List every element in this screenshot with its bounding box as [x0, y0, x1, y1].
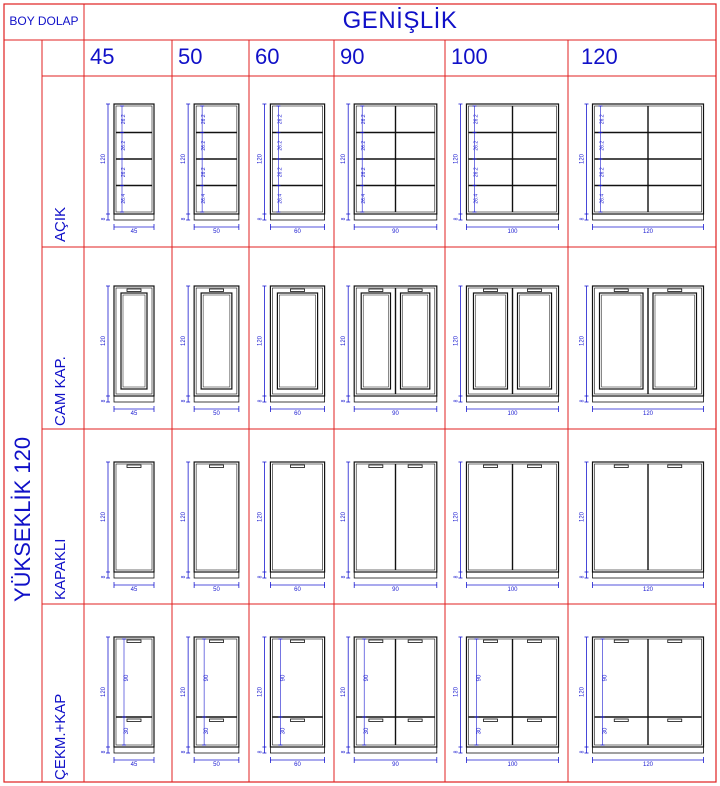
dim-lower-label: 30: [364, 727, 371, 735]
dim-plinth-label: 8: [181, 399, 188, 403]
door-handle: [369, 465, 383, 468]
dim-width-label: 90: [392, 411, 399, 417]
dim-width-label: 45: [130, 229, 138, 235]
door-handle: [668, 289, 682, 292]
cabinet-plinth: [466, 214, 558, 220]
door-handle: [291, 289, 305, 292]
dim-height-label: 120: [257, 511, 264, 523]
cabinet-drawer-100: [453, 637, 558, 768]
cabinet-plinth: [114, 572, 154, 578]
cabinet-plinth: [593, 396, 704, 402]
dim-shelf-label: 26.2: [277, 140, 284, 151]
dim-plinth-label: 8: [101, 575, 107, 579]
dim-height-label: 120: [257, 153, 264, 165]
dim-plinth-label: 8: [341, 575, 348, 579]
door-handle: [291, 465, 305, 468]
dim-plinth-label: 8: [181, 750, 188, 754]
dim-shelf-label: 26.2: [599, 114, 606, 125]
dim-plinth-label: 8: [101, 399, 107, 403]
dim-shelf-label: 26.2: [121, 114, 127, 125]
glass-panel-inner: [363, 295, 388, 387]
width-label-45: 45: [90, 44, 115, 69]
cabinet-drawer-120: [580, 637, 704, 768]
cabinet-inner: [272, 464, 322, 570]
door-handle: [668, 640, 682, 643]
width-label-60: 60: [255, 44, 280, 69]
cabinet-glass-120: [580, 286, 704, 417]
door-handle: [528, 640, 542, 643]
dim-plinth-label: 8: [453, 750, 460, 754]
dim-height-label: 120: [579, 511, 586, 523]
dim-plinth-label: 8: [453, 217, 460, 221]
door-handle: [127, 289, 141, 292]
drawer-handle: [408, 719, 422, 722]
dim-plinth-label: 8: [181, 217, 188, 221]
door-handle: [210, 465, 224, 468]
cabinet-plinth: [194, 396, 239, 402]
drawer-handle: [668, 719, 682, 722]
cabinet-plinth: [270, 747, 324, 753]
cabinet-plinth: [114, 396, 154, 402]
dim-width-label: 45: [130, 587, 138, 593]
cabinet-inner: [196, 464, 237, 570]
cabinet-plinth: [194, 747, 239, 753]
door-handle: [127, 465, 141, 468]
dim-shelf-label: 26.2: [361, 114, 368, 125]
cabinet-drawer-45: [101, 637, 154, 768]
cabinet-plinth: [593, 572, 704, 578]
dim-lower-label: 30: [476, 727, 483, 735]
dim-shelf-label: 26.2: [473, 114, 480, 125]
door-handle: [483, 289, 497, 292]
dim-width-label: 90: [392, 762, 399, 768]
dim-width-label: 45: [130, 762, 138, 768]
door-handle: [614, 289, 628, 292]
dim-width-label: 60: [294, 411, 301, 417]
row-label-glass: CAM KAP.: [52, 356, 69, 426]
glass-panel: [653, 293, 697, 389]
door-handle: [483, 640, 497, 643]
dim-plinth-label: 8: [181, 575, 188, 579]
dim-shelf-label: 26.2: [277, 167, 284, 178]
glass-panel: [401, 293, 430, 389]
drawer-handle: [528, 719, 542, 722]
cabinet-open-90: [341, 104, 437, 235]
dim-plinth-label: 8: [579, 217, 586, 221]
cabinet-body: [270, 637, 324, 747]
door-handle: [483, 465, 497, 468]
dim-width-label: 60: [294, 762, 301, 768]
dim-plinth-label: 8: [579, 575, 586, 579]
row-label-door: KAPAKLI: [52, 538, 69, 600]
dim-plinth-label: 8: [579, 750, 586, 754]
dim-shelf-label: 26.2: [361, 140, 368, 151]
dim-height-label: 120: [579, 686, 586, 698]
cabinet-inner: [272, 288, 322, 394]
dim-shelf-label: 26.2: [201, 167, 208, 178]
glass-panel-inner: [203, 295, 230, 387]
dim-height-label: 120: [579, 335, 586, 347]
dim-width-label: 50: [213, 587, 220, 593]
width-label-90: 90: [340, 44, 365, 69]
cabinet-door-50: [181, 462, 239, 593]
cabinet-door-60: [257, 462, 324, 593]
glass-panel: [473, 293, 507, 389]
glass-panel: [361, 293, 390, 389]
cabinet-open-120: [580, 104, 704, 235]
cabinet-plinth: [354, 396, 437, 402]
dim-plinth-label: 8: [453, 575, 460, 579]
cabinet-inner: [196, 639, 237, 745]
dim-width-label: 100: [507, 587, 518, 593]
cabinet-glass-90: [341, 286, 437, 417]
dim-width-label: 45: [130, 411, 138, 417]
cabinet-plinth: [593, 747, 704, 753]
cabinet-plinth: [270, 396, 324, 402]
dim-height-label: 120: [101, 335, 107, 347]
dim-width-label: 100: [507, 229, 518, 235]
dim-shelf-label: 26.4: [201, 193, 208, 204]
dim-plinth-label: 8: [101, 750, 107, 754]
dim-shelf-label: 26.4: [361, 193, 368, 204]
door-handle: [291, 640, 305, 643]
cabinet-body: [114, 637, 154, 747]
dim-lower-label: 30: [204, 727, 211, 735]
cabinet-body: [270, 462, 324, 572]
cabinet-plinth: [114, 747, 154, 753]
dim-height-label: 120: [579, 153, 586, 165]
dim-plinth-label: 8: [453, 399, 460, 403]
grid-frame: [4, 4, 716, 782]
dim-width-label: 60: [294, 587, 301, 593]
door-handle: [408, 465, 422, 468]
dim-plinth-label: 8: [257, 750, 264, 754]
door-handle: [369, 640, 383, 643]
cabinet-plinth: [354, 572, 437, 578]
door-handle: [369, 289, 383, 292]
width-label-50: 50: [178, 44, 203, 69]
width-label-100: 100: [451, 44, 488, 69]
cabinet-drawer-60: [257, 637, 324, 768]
cabinet-inner: [196, 288, 237, 394]
dim-shelf-label: 26.4: [473, 193, 480, 204]
cabinet-plinth: [354, 214, 437, 220]
door-handle: [210, 640, 224, 643]
cabinet-plinth: [466, 747, 558, 753]
drawer-handle: [614, 719, 628, 722]
dim-width-label: 90: [392, 229, 399, 235]
dim-width-label: 50: [213, 229, 220, 235]
door-handle: [408, 640, 422, 643]
cabinet-open-100: [453, 104, 558, 235]
row-label-open: AÇIK: [52, 206, 69, 242]
glass-panel: [201, 293, 232, 389]
glass-panel-inner: [655, 295, 695, 387]
door-handle: [127, 640, 141, 643]
cabinet-plinth: [466, 572, 558, 578]
dim-shelf-label: 26.2: [473, 140, 480, 151]
drawer-handle: [210, 719, 224, 722]
glass-panel: [277, 293, 317, 389]
dim-plinth-label: 8: [579, 399, 586, 403]
dim-height-label: 120: [101, 511, 107, 523]
dim-width-label: 50: [213, 762, 220, 768]
dim-height-label: 120: [181, 686, 188, 698]
dim-height-label: 120: [101, 686, 107, 698]
dim-upper-label: 90: [476, 674, 483, 682]
cabinet-drawer-50: [181, 637, 239, 768]
dim-shelf-label: 26.2: [277, 114, 284, 125]
cabinet-door-45: [101, 462, 154, 593]
cabinet-inner: [116, 464, 152, 570]
cabinet-body: [270, 286, 324, 396]
dim-shelf-label: 26.4: [599, 193, 606, 204]
dim-width-label: 100: [507, 762, 518, 768]
glass-panel: [600, 293, 644, 389]
drawer-handle: [483, 719, 497, 722]
cabinet-open-45: [101, 104, 154, 235]
cabinet-body: [194, 637, 239, 747]
dim-shelf-label: 26.2: [361, 167, 368, 178]
dim-height-label: 120: [257, 335, 264, 347]
dim-shelf-label: 26.2: [599, 140, 606, 151]
dim-height-label: 120: [341, 511, 348, 523]
dim-height-label: 120: [181, 511, 188, 523]
dim-plinth-label: 8: [341, 750, 348, 754]
cabinet-drawer-90: [341, 637, 437, 768]
cabinet-body: [194, 462, 239, 572]
cabinet-glass-50: [181, 286, 239, 417]
dim-height-label: 120: [453, 335, 460, 347]
door-handle: [614, 465, 628, 468]
door-handle: [408, 289, 422, 292]
cabinet-plinth: [194, 214, 239, 220]
dim-plinth-label: 8: [341, 399, 348, 403]
dim-plinth-label: 8: [341, 217, 348, 221]
cabinet-door-90: [341, 462, 437, 593]
dim-height-label: 120: [453, 511, 460, 523]
glass-panel: [121, 293, 147, 389]
dim-height-label: 120: [453, 686, 460, 698]
dim-width-label: 120: [642, 762, 654, 768]
dim-height-label: 120: [341, 335, 348, 347]
dim-shelf-label: 26.2: [599, 167, 606, 178]
cabinet-inner: [116, 639, 152, 745]
width-title: GENİŞLİK: [342, 7, 458, 34]
cabinet-plinth: [270, 572, 324, 578]
dim-lower-label: 30: [280, 727, 287, 735]
width-label-120: 120: [581, 44, 618, 69]
drawer-handle: [369, 719, 383, 722]
dim-upper-label: 90: [124, 674, 130, 682]
dim-height-label: 120: [257, 686, 264, 698]
cabinet-glass-45: [101, 286, 154, 417]
door-handle: [668, 465, 682, 468]
dim-shelf-label: 26.4: [277, 193, 284, 204]
row-label-drawer: ÇEKM.+KAP: [52, 693, 69, 780]
dim-shelf-label: 26.4: [121, 193, 127, 204]
dim-upper-label: 90: [602, 674, 609, 682]
dim-shelf-label: 26.2: [121, 140, 127, 151]
cabinet-plinth: [354, 747, 437, 753]
corner-title: BOY DOLAP: [9, 14, 79, 28]
dim-width-label: 120: [642, 229, 654, 235]
door-handle: [210, 289, 224, 292]
dim-width-label: 100: [507, 411, 518, 417]
dim-height-label: 120: [341, 153, 348, 165]
dim-plinth-label: 8: [257, 217, 264, 221]
drawer-handle: [127, 719, 141, 722]
cabinet-plinth: [270, 214, 324, 220]
dim-width-label: 50: [213, 411, 220, 417]
cabinet-body: [114, 286, 154, 396]
cabinet-open-60: [257, 104, 324, 235]
cabinet-door-100: [453, 462, 558, 593]
dim-shelf-label: 26.2: [473, 167, 480, 178]
dim-upper-label: 90: [204, 674, 211, 682]
cabinet-plinth: [593, 214, 704, 220]
dim-upper-label: 90: [364, 674, 371, 682]
dim-upper-label: 90: [280, 674, 287, 682]
dim-shelf-label: 26.2: [201, 140, 208, 151]
door-handle: [528, 289, 542, 292]
cabinet-plinth: [466, 396, 558, 402]
dim-plinth-label: 8: [257, 575, 264, 579]
dim-width-label: 120: [642, 411, 654, 417]
door-handle: [614, 640, 628, 643]
dim-shelf-label: 26.2: [121, 167, 127, 178]
glass-panel-inner: [279, 295, 315, 387]
dim-height-label: 120: [101, 153, 107, 165]
cabinet-plinth: [194, 572, 239, 578]
dim-height-label: 120: [341, 686, 348, 698]
glass-panel-inner: [602, 295, 642, 387]
dim-plinth-label: 8: [257, 399, 264, 403]
dim-lower-label: 30: [124, 727, 130, 735]
dim-lower-label: 30: [602, 727, 609, 735]
dim-width-label: 60: [294, 229, 301, 235]
door-handle: [528, 465, 542, 468]
cabinet-open-50: [181, 104, 239, 235]
drawer-handle: [291, 719, 305, 722]
height-title: YÜKSEKLİK 120: [10, 436, 35, 602]
cabinet-door-120: [580, 462, 704, 593]
glass-panel-inner: [475, 295, 505, 387]
cabinet-body: [114, 462, 154, 572]
glass-panel-inner: [520, 295, 550, 387]
cabinet-glass-100: [453, 286, 558, 417]
dim-height-label: 120: [181, 153, 188, 165]
glass-panel: [518, 293, 552, 389]
glass-panel-inner: [123, 295, 145, 387]
dim-plinth-label: 8: [101, 217, 107, 221]
cabinet-plinth: [114, 214, 154, 220]
dim-height-label: 120: [181, 335, 188, 347]
dim-shelf-label: 26.2: [201, 114, 208, 125]
dim-height-label: 120: [453, 153, 460, 165]
cabinet-glass-60: [257, 286, 324, 417]
glass-panel-inner: [403, 295, 428, 387]
dim-width-label: 120: [642, 587, 654, 593]
dim-width-label: 90: [392, 587, 399, 593]
